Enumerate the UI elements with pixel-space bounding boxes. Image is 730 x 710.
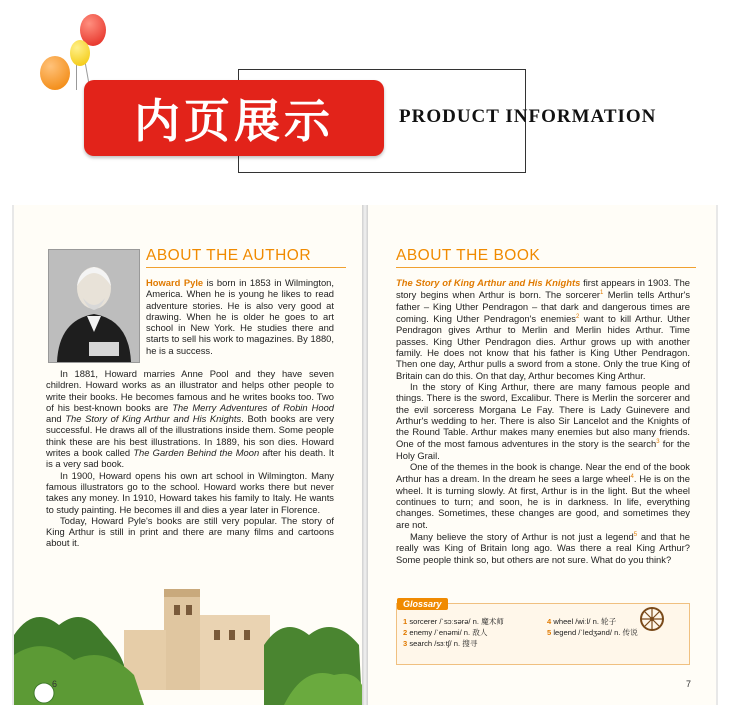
author-body [46, 368, 334, 549]
book-paragraph: Many believe the story of Arthur is not just a legend$^5$ and that he really was King of Britain long ago. Was there a real King Arthur? Some people think so, but others are not sure. What do you think? [396, 531, 690, 565]
glossary-item: 5 legend /ˈledʒənd/ n. 传说 [547, 628, 638, 637]
author-intro-text: is born in 1853 in Wilmington, America. When he is young he likes to read adventure stories. He is also very good at drawing. When he is older he goes to art school in New York. He studies there and starts to sell his work to magazines. By 1880, he is a success. [146, 277, 334, 356]
page-number-right: 7 [686, 679, 692, 689]
book-paragraph: In the story of King Arthur, there are many famous people and things. There is the sword, Excalibur. There is Merlin the sorcerer and the evil sorceress Morgana Le Fay. There is Lady Guinevere and Arthur's wedding to her. There is also Sir Lancelot and the Knights of the Round Table. Arthur makes many enemies but also many friends. One of the most famous adventures in the story is the search$^3$ for the Holy Grail. [396, 380, 690, 461]
book-title-robin-hood: The Merry Adventures of Robin Hood [172, 401, 334, 413]
right-page [368, 205, 716, 705]
author-intro [146, 277, 334, 356]
title-underline [146, 267, 346, 268]
glossary-label: Glossary [397, 598, 448, 610]
author-name: Howard Pyle [146, 277, 204, 288]
banner-title: 内页展示 [134, 94, 334, 148]
author-portrait [48, 249, 140, 363]
author-paragraph: Today, Howard Pyle's books are still very popular. The story of King Arthur is still in print and there are many films and cartoons about it. [46, 514, 334, 549]
book-spread [12, 205, 718, 705]
glossary-item: 3 search /sɜːtʃ/ n. 搜寻 [403, 639, 478, 648]
title-underline [396, 267, 696, 268]
product-info-heading: PRODUCT INFORMATION [399, 106, 657, 127]
yellow-balloon [70, 40, 90, 66]
wheel-icon [640, 607, 664, 631]
page-number-left: 6 [52, 679, 58, 689]
glossary-item: 4 wheel /wiːl/ n. 轮子 [547, 617, 617, 626]
book-title-king-arthur: The Story of King Arthur and His Knights [65, 413, 242, 425]
book-body [396, 277, 690, 565]
about-book-title: ABOUT THE BOOK [396, 247, 541, 264]
glossary-item: 2 enemy /ˈenəmi/ n. 敌人 [403, 628, 488, 637]
castle-illustration [14, 575, 362, 705]
book-title-garden: The Garden Behind the Moon [133, 447, 260, 459]
book-paragraph: The Story of King Arthur and His Knights first appears in 1903. The story begins when Arthur is born. The sorcerer$^1$ Merlin tells Arthur's father – King Uther Pendragon – that dark and dangerous times are coming. King Uther Pendragon's enemies$^2$ want to kill Arthur. Uther Pendragon gives Arthur to Merlin and Merlin hides Arthur. Time passes. King Uther Pendragon dies. Arthur grows up with another family. He does not know that his father is King Uther Pendragon. Then one day, Arthur pulls a sword from a stone. Only the true King of Britain can do this. On that day, Arthur becomes King Arthur. [396, 277, 691, 381]
glossary-item: 1 sorcerer /ˈsɔːsərə/ n. 魔术师 [403, 617, 504, 626]
left-page [14, 205, 362, 705]
book-paragraph: One of the themes in the book is change. Near the end of the book Arthur has a dream. In the dream he sees a large wheel$^4$. He is on the wheel. It is turning slowly. At first, Arthur is in the light. But the wheel continues to turn; and soon, he is in darkness. In life, everything changes. Sometimes, these changes are good, and sometimes they are not. [396, 461, 690, 530]
book-title: The Story of King Arthur and His Knights [396, 277, 581, 288]
header-banner [84, 80, 384, 156]
orange-balloon [40, 56, 70, 90]
author-paragraph: In 1881, Howard marries Anne Pool and they have seven children. Howard works as an illustrator and helps other people to write their books. He becomes famous and he writes books too. Two of his best-known books are The Merry Adventures of Robin Hood and The Story of King Arthur and His Knights. Both books are very successful. He draws all of the illustrations inside them. Some people think these are his best illustrations. In 1889, his son dies. Howard writes a book called The Garden Behind the Moon after his death. It is a very sad book. [46, 368, 335, 470]
about-author-title: ABOUT THE AUTHOR [146, 247, 312, 264]
author-paragraph: In 1900, Howard opens his own art school in Wilmington. Many famous illustrators go to the school. Howard works there but never takes any money. In 1910, Howard takes his family to Italy. He wants to study painting. He becomes ill and dies a year later in Florence. [46, 469, 334, 515]
